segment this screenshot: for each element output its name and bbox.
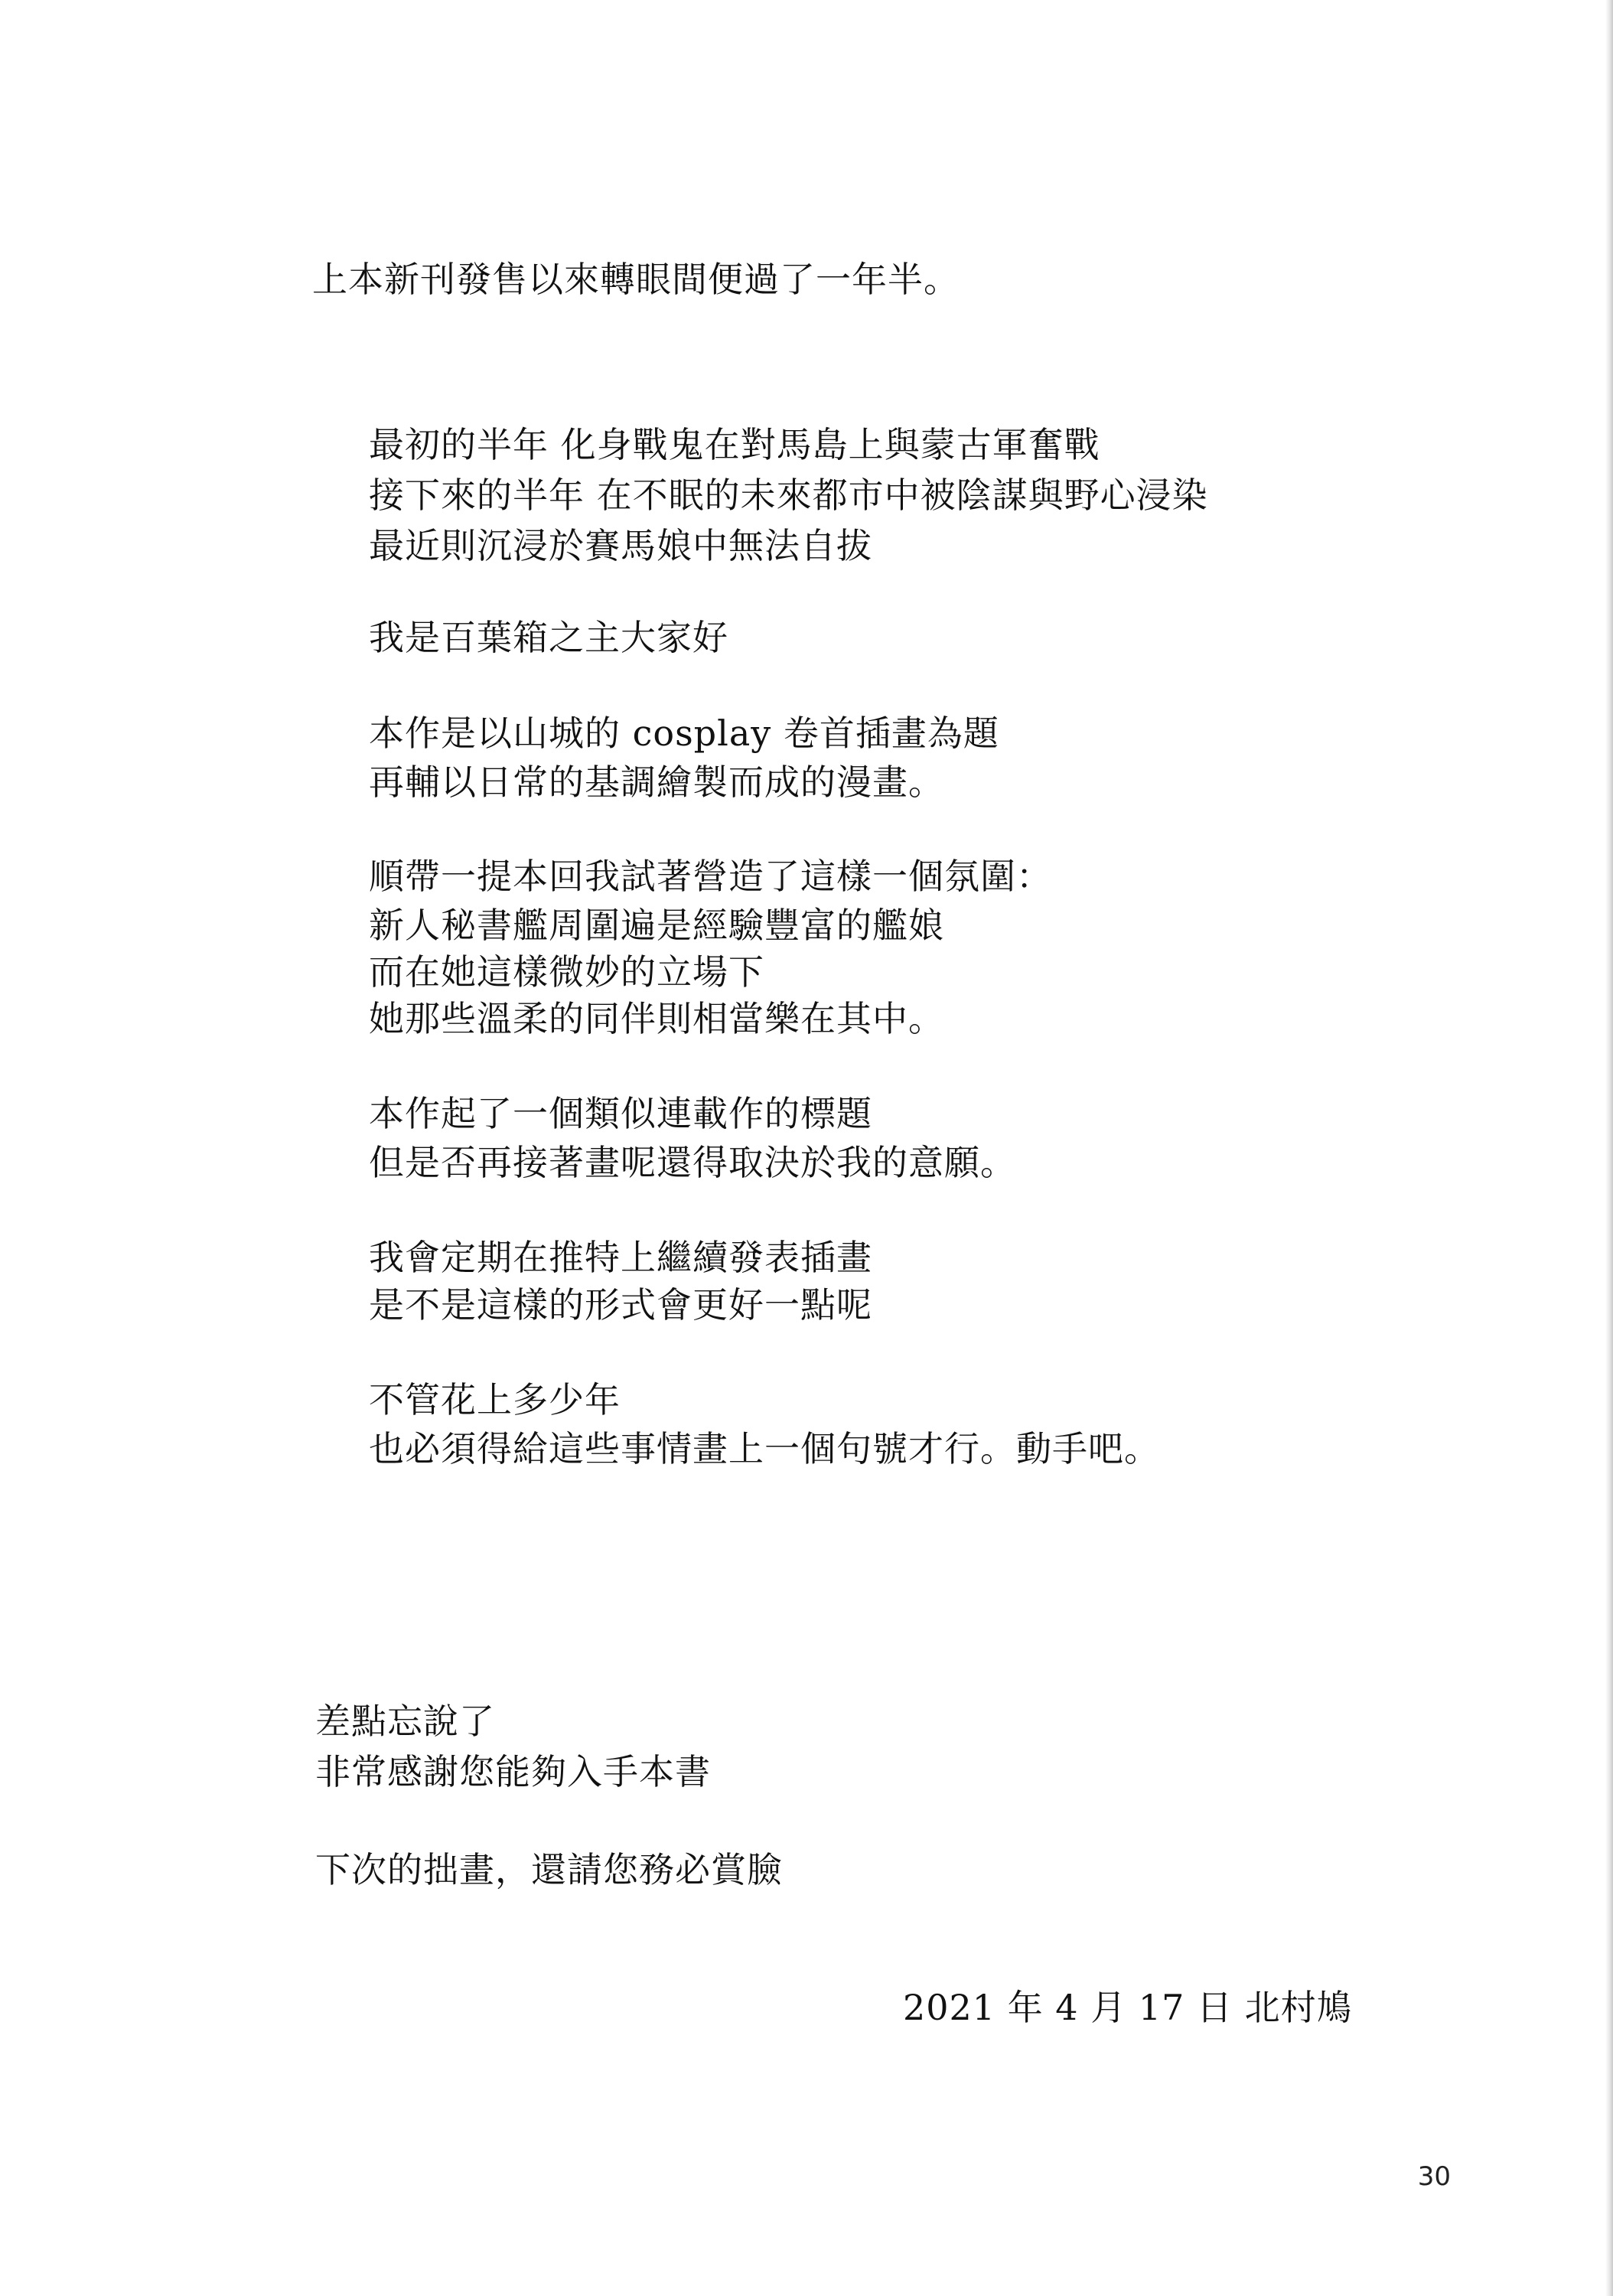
paragraph-3-line-1: 本作是以山城的 cosplay 卷首插畫為題: [369, 713, 999, 754]
closing-line-2: 非常感謝您能夠入手本書: [315, 1751, 711, 1792]
page-edge-shadow: [1605, 0, 1613, 2296]
paragraph-2-line-1: 我是百葉箱之主大家好: [369, 617, 728, 658]
paragraph-4-line-1: 順帶一提本回我試著營造了這樣一個氛圍：: [369, 856, 1052, 897]
paragraph-6-line-2: 是不是這樣的形式會更好一點呢: [369, 1284, 872, 1326]
paragraph-1-line-2: 接下來的半年 在不眠的未來都市中被陰謀與野心浸染: [369, 475, 1208, 516]
paragraph-7-line-1: 不管花上多少年: [369, 1379, 621, 1420]
closing-line-3: 下次的拙畫，還請您務必賞臉: [315, 1849, 783, 1890]
paragraph-1-line-1: 最初的半年 化身戰鬼在對馬島上與蒙古軍奮戰: [369, 424, 1100, 465]
paragraph-4-line-3: 而在她這樣微妙的立場下: [369, 951, 764, 993]
page-number: 30: [1417, 2161, 1451, 2192]
closing-line-1: 差點忘說了: [315, 1701, 495, 1742]
paragraph-4-line-2: 新人秘書艦周圍遍是經驗豐富的艦娘: [369, 905, 944, 946]
paragraph-1-line-3: 最近則沉浸於賽馬娘中無法自拔: [369, 525, 872, 566]
paragraph-5-line-1: 本作起了一個類似連載作的標題: [369, 1093, 872, 1134]
intro-line: 上本新刊發售以來轉眼間便過了一年半。: [312, 259, 960, 300]
paragraph-3-line-2: 再輔以日常的基調繪製而成的漫畫。: [369, 762, 944, 803]
paragraph-5-line-2: 但是否再接著畫呢還得取決於我的意願。: [369, 1142, 1016, 1183]
signature: 2021 年 4 月 17 日 北村鳩: [903, 1987, 1353, 2028]
paragraph-7-line-2: 也必須得給這些事情畫上一個句號才行。動手吧。: [369, 1428, 1160, 1469]
paragraph-6-line-1: 我會定期在推特上繼續發表插畫: [369, 1237, 872, 1278]
paragraph-4-line-4: 她那些溫柔的同伴則相當樂在其中。: [369, 998, 944, 1039]
